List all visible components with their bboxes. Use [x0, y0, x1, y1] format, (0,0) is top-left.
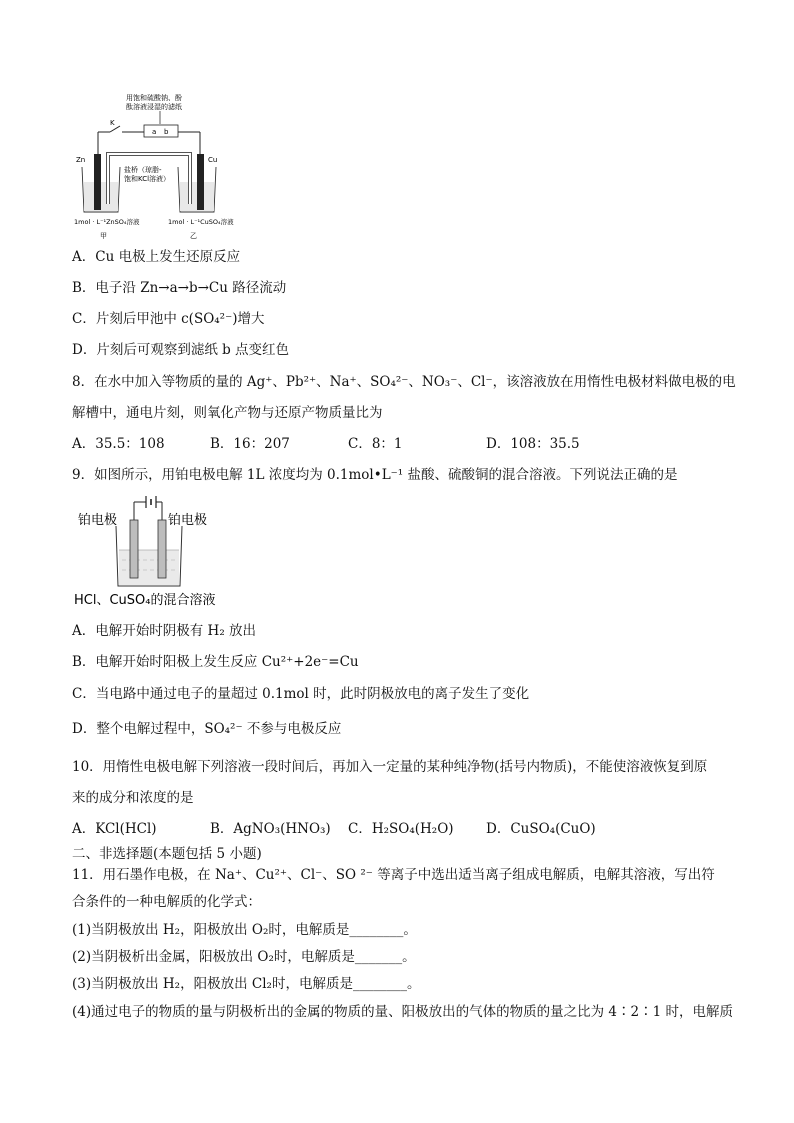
q7-option-b: B．电子沿 Zn→a→b→Cu 路径流动 — [72, 280, 287, 296]
q9-stem: 9．如图所示，用铂电极电解 1L 浓度均为 0.1mol•L⁻¹ 盐酸、硫酸铜的混合溶液。下列说法正确的是 — [72, 467, 678, 483]
left-pt-electrode — [130, 520, 138, 578]
q11-part-4: (4)通过电子的物质的量与阴极析出的金属的物质的量、阳极放出的气体的物质的量之比为 4∶2∶1 时，电解质 — [72, 1004, 733, 1020]
zn-electrode — [94, 154, 101, 210]
point-a-label: a — [152, 128, 157, 136]
solution-caption: HCl、CuSO₄的混合溶液 — [74, 593, 216, 608]
electrolysis-figure — [72, 492, 242, 612]
salt-bridge-label-1: 盐桥（琼脂- — [124, 166, 162, 174]
q10-option-c: C．H₂SO₄(H₂O) — [348, 821, 454, 837]
q8-option-a: A．35.5：108 — [72, 436, 165, 452]
q11-part-3: (3)当阴极放出 H₂，阳极放出 Cl₂时，电解质是________。 — [72, 976, 421, 992]
q11-part-2: (2)当阴极析出金属，阳极放出 O₂时，电解质是_______。 — [72, 949, 416, 965]
cu-label: Cu — [208, 156, 218, 164]
left-solution-label: 1mol · L⁻¹ZnSO₄溶液 — [74, 218, 140, 226]
q7-option-c: C．片刻后甲池中 c(SO₄²⁻)增大 — [72, 311, 265, 327]
q11-part-1: (1)当阴极放出 H₂，阳极放出 O₂时，电解质是________。 — [72, 922, 417, 938]
q8-stem-line2: 解槽中，通电片刻，则氧化产物与还原产物质量比为 — [72, 405, 383, 421]
q10-option-d: D．CuSO₄(CuO) — [486, 821, 596, 837]
q8-stem-line1: 8．在水中加入等物质的量的 Ag⁺、Pb²⁺、Na⁺、SO₄²⁻、NO₃⁻、Cl⁻，该溶液放在用惰性电极材料做电极的电 — [72, 374, 736, 390]
q8-option-c: C．8：1 — [348, 436, 403, 452]
left-electrode-label: 铂电极 — [78, 513, 118, 528]
q10-stem-line1: 10．用惰性电极电解下列溶液一段时间后，再加入一定量的某种纯净物(括号内物质)，不能使溶液恢复到原 — [72, 759, 708, 775]
q10-option-b: B．AgNO₃(HNO₃) — [210, 821, 331, 837]
galvanic-cell-figure — [72, 92, 242, 242]
right-electrode-label: 铂电极 — [168, 513, 208, 528]
section-heading: 二、非选择题(本题包括 5 小题) — [72, 846, 262, 862]
switch-label: K — [110, 119, 115, 127]
q10-options — [72, 820, 732, 838]
q9-option-b: B．电解开始时阳极上发生反应 Cu²⁺+2e⁻=Cu — [72, 654, 359, 670]
q8-option-b: B．16：207 — [210, 436, 290, 452]
point-b-label: b — [164, 128, 169, 136]
q10-option-a: A．KCl(HCl) — [72, 821, 157, 837]
q11-stem-line2: 合条件的一种电解质的化学式： — [72, 894, 261, 910]
q9-option-d: D．整个电解过程中，SO₄²⁻ 不参与电极反应 — [72, 721, 342, 737]
q10-stem-line2: 来的成分和浓度的是 — [72, 790, 194, 806]
right-cell-label: 乙 — [190, 232, 197, 240]
right-pt-electrode — [158, 520, 166, 578]
filter-paper — [144, 125, 178, 137]
left-cell-label: 甲 — [100, 232, 107, 240]
cu-electrode — [197, 154, 204, 210]
filter-paper-label-1: 用饱和硫酸钠、酚 — [126, 94, 182, 102]
q8-options — [72, 435, 732, 453]
filter-paper-label-2: 酞溶液浸湿的滤纸 — [126, 103, 182, 111]
q11-stem-line1: 11．用石墨作电极，在 Na⁺、Cu²⁺、Cl⁻、SO ²⁻ 等离子中选出适当离子组成电解质，电解其溶液，写出符 — [72, 867, 715, 883]
right-solution-label: 1mol · L⁻¹CuSO₄溶液 — [168, 218, 234, 226]
q7-option-d: D．片刻后可观察到滤纸 b 点变红色 — [72, 342, 290, 358]
q8-option-d: D．108：35.5 — [486, 436, 580, 452]
salt-bridge-label-2: 饱和KCl溶液） — [124, 175, 171, 183]
q7-option-a: A．Cu 电极上发生还原反应 — [72, 249, 241, 265]
q9-option-a: A．电解开始时阴极有 H₂ 放出 — [72, 623, 257, 639]
zn-label: Zn — [76, 156, 86, 164]
q9-option-c: C．当电路中通过电子的量超过 0.1mol 时，此时阴极放电的离子发生了变化 — [72, 686, 530, 702]
